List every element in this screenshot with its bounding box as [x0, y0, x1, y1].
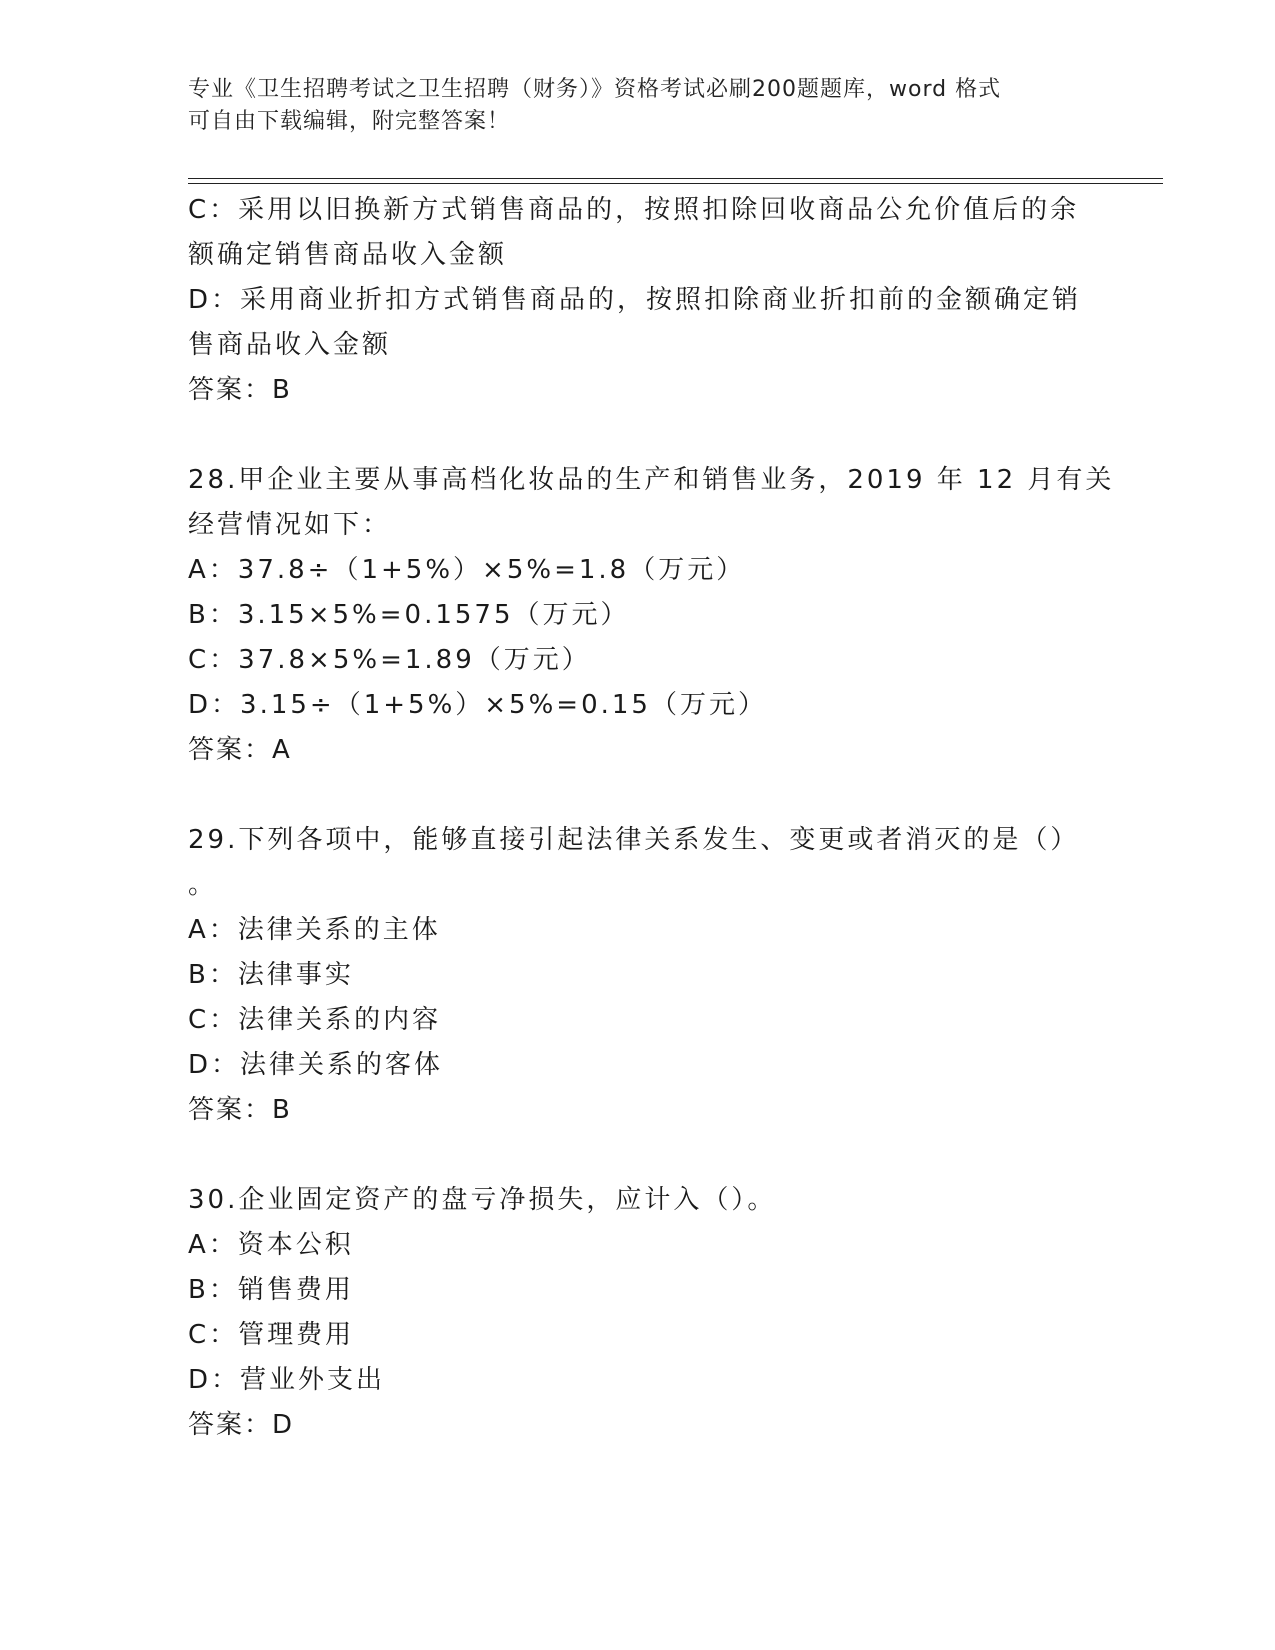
q30-option-a: A：资本公积 — [188, 1230, 354, 1260]
q29-option-b: B：法律事实 — [188, 960, 354, 990]
header-title-line-2: 可自由下载编辑，附完整答案！ — [188, 109, 511, 134]
q30-option-c: C：管理费用 — [188, 1320, 355, 1350]
q27-option-c-line-1: C：采用以旧换新方式销售商品的，按照扣除回收商品公允价值后的余 — [188, 195, 1080, 225]
q27-option-c-line-2: 额确定销售商品收入金额 — [188, 240, 508, 270]
q27-option-d-line-1: D：采用商业折扣方式销售商品的，按照扣除商业折扣前的金额确定销 — [188, 285, 1082, 315]
spacer — [188, 413, 1088, 458]
q27-answer: 答案：B — [188, 375, 292, 405]
spacer — [188, 773, 1088, 818]
question-list — [188, 188, 1115, 1448]
q29-answer: 答案：B — [188, 1095, 292, 1125]
header-divider-top — [188, 178, 1163, 179]
question-28 — [188, 458, 1115, 773]
q28-option-a: A：37.8÷（1+5%）×5%=1.8（万元） — [188, 555, 746, 585]
q29-stem-line-2: 。 — [188, 870, 218, 900]
q28-option-c: C：37.8×5%=1.89（万元） — [188, 645, 591, 675]
q30-answer: 答案：D — [188, 1410, 295, 1440]
question-30 — [188, 1178, 1088, 1448]
q29-option-d: D：法律关系的客体 — [188, 1050, 444, 1080]
q28-answer: 答案：A — [188, 735, 292, 765]
q30-option-d: D：营业外支出 — [188, 1365, 386, 1395]
spacer — [188, 1133, 1088, 1178]
q28-stem-line-1: 28.甲企业主要从事高档化妆品的生产和销售业务，2019 年 12 月有关 — [188, 465, 1115, 495]
question-29 — [188, 818, 1088, 1133]
q28-option-d: D：3.15÷（1+5%）×5%=0.15（万元） — [188, 690, 767, 720]
q27-option-d-line-2: 售商品收入金额 — [188, 330, 392, 360]
q30-stem-line-1: 30.企业固定资产的盘亏净损失，应计入（）。 — [188, 1185, 777, 1215]
q28-option-b: B：3.15×5%=0.1575（万元） — [188, 600, 630, 630]
question-27-tail — [188, 188, 1088, 413]
header-title-line-1: 专业《卫生招聘考试之卫生招聘（财务）》资格考试必刷200题题库，word 格式 — [188, 77, 1002, 102]
q30-option-b: B：销售费用 — [188, 1275, 354, 1305]
header-divider-bottom — [188, 183, 1163, 184]
q29-option-a: A：法律关系的主体 — [188, 915, 441, 945]
q29-option-c: C：法律关系的内容 — [188, 1005, 442, 1035]
q28-stem-line-2: 经营情况如下： — [188, 510, 392, 540]
q29-stem-line-1: 29.下列各项中，能够直接引起法律关系发生、变更或者消灭的是（） — [188, 825, 1080, 855]
document-header — [188, 74, 1068, 138]
